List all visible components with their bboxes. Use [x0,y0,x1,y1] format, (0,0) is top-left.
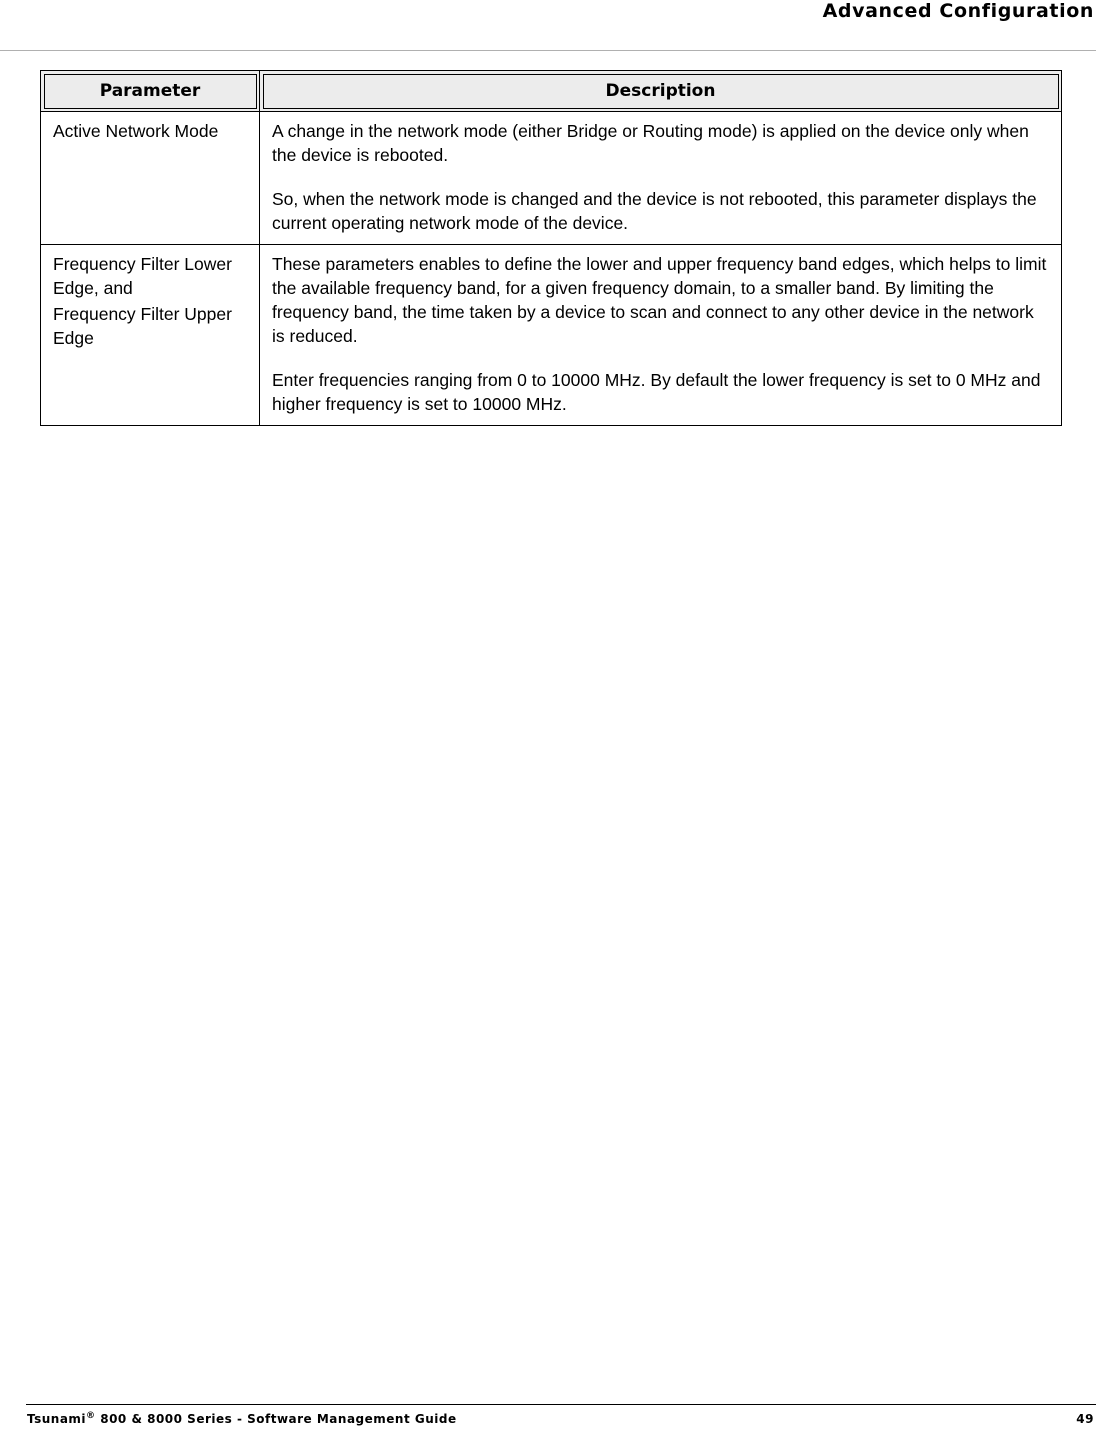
registered-mark: ® [86,1411,96,1421]
parameter-table [40,70,1062,426]
description-paragraph: A change in the network mode (either Bridge or Routing mode) is applied on the device only when the device is rebooted. [272,121,1029,165]
table-row [41,245,1062,426]
parameter-name: Active Network Mode [53,121,219,141]
table-row [41,112,1062,245]
parameter-name: Frequency Filter Lower Edge, and [53,254,232,298]
parameter-cell [41,245,260,426]
column-header-description: Description [260,71,1062,112]
parameter-cell [41,112,260,245]
page-number: 49 [1076,1412,1094,1426]
description-cell [260,112,1062,245]
description-paragraph: These parameters enables to define the lower and upper frequency band edges, which helps to limit the available frequency band, for a given frequency domain, to a smaller band. By limiting the frequency band, the time taken by a device to scan and connect to any other device in the network is reduced. [272,254,1047,346]
description-paragraph: So, when the network mode is changed and the device is not rebooted, this parameter displays the current operating network mode of the device. [272,189,1037,233]
page-header-title: Advanced Configuration [822,0,1094,22]
table-header-row [41,71,1062,112]
header-divider [0,50,1096,51]
footer-guide-title [27,1411,457,1427]
parameter-name: Frequency Filter Upper Edge [53,304,232,348]
description-paragraph: Enter frequencies ranging from 0 to 10000 MHz. By default the lower frequency is set to 0 MHz and higher frequency is set to 10000 MHz. [272,370,1041,414]
description-cell [260,245,1062,426]
column-header-parameter: Parameter [41,71,260,112]
footer-divider [26,1404,1096,1405]
product-name: Tsunami [27,1412,87,1426]
guide-title: 800 & 8000 Series - Software Management Guide [95,1412,457,1426]
